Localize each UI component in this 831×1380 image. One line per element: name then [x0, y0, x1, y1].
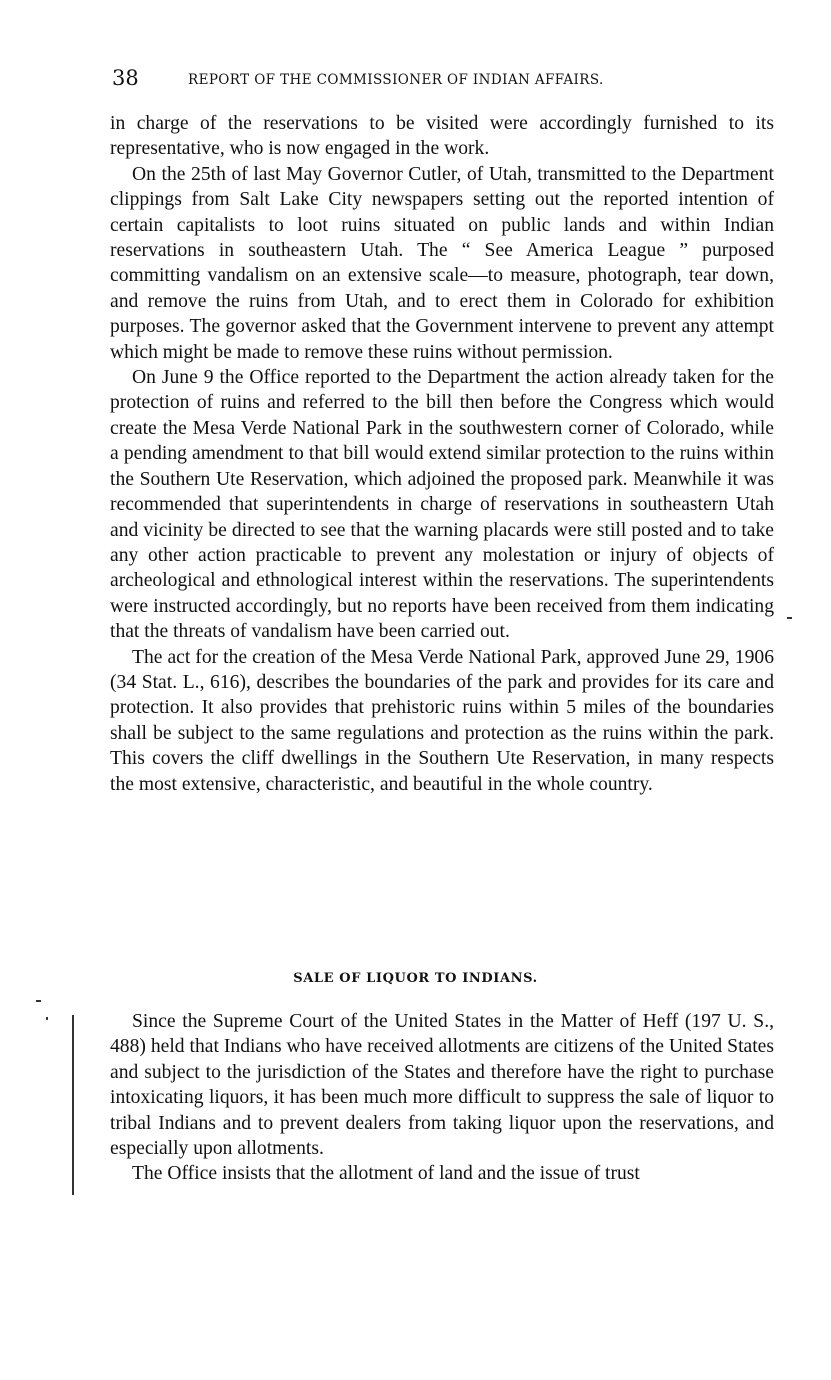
paragraph-governor-cutler: On the 25th of last May Governor Cutler, of Utah, transmitted to the Department clippings from Salt Lake City newspapers setting out the reported intention of certain capitalists to loot ruins situated on public lands and within Indian reservations in southeastern Utah. The “ See America League ” purposed committing vandalism on an extensive scale—to measure, photograph, tear down, and remove the ruins from Utah, and to erect them in Colorado for exhibition purposes. The governor asked that the Government intervene to prevent any attempt which might be made to remove these ruins without permission.	[110, 163, 774, 363]
page-number: 38	[112, 66, 139, 90]
section-heading: SALE OF LIQUOR TO INDIANS.	[293, 971, 538, 986]
body-text-lower	[110, 1009, 774, 1187]
margin-tick-mark	[36, 1000, 41, 1002]
margin-dot-mark	[46, 1017, 48, 1020]
paragraph-supreme-court: Since the Supreme Court of the United States in the Matter of Heff (197 U. S., 488) held that Indians who have received allotments are citizens of the United States and subject to the jurisdiction of the States and therefore have the right to purchase intoxicating liquors, it has been much more difficult to suppress the sale of liquor to tribal Indians and to prevent dealers from taking liquor upon the reservations, and especially upon allotments.	[110, 1011, 774, 1160]
paragraph-continuation: in charge of the reservations to be visited were accordingly furnished to its representative, who is now engaged in the work.	[110, 113, 774, 160]
body-text-upper	[110, 111, 774, 797]
running-head-title: REPORT OF THE COMMISSIONER OF INDIAN AFFAIRS.	[188, 72, 604, 88]
margin-dash-mark	[787, 617, 792, 619]
paragraph-office-insists: The Office insists that the allotment of land and the issue of trust	[132, 1163, 640, 1185]
paragraph-mesa-verde-act: The act for the creation of the Mesa Verde National Park, approved June 29, 1906 (34 Stat. L., 616), describes the boundaries of the park and provides for its care and protection. It also provides that prehistoric ruins within 5 miles of the boundaries shall be subject to the same regulations and protection as the ruins within the park. This covers the cliff dwellings in the Southern Ute Reservation, in many respects the most extensive, characteristic, and beautiful in the whole country.	[110, 646, 774, 795]
paragraph-office-report: On June 9 the Office reported to the Department the action already taken for the protection of ruins and referred to the bill then before the Congress which would create the Mesa Verde National Park in the southwestern corner of Colorado, while a pending amendment to that bill would extend similar protection to the ruins within the Southern Ute Reservation, which adjoined the proposed park. Meanwhile it was recommended that superintendents in charge of reservations in southeastern Utah and vicinity be directed to see that the warning placards were still posted and to take any other action practicable to prevent any molestation or injury of objects of archeological and ethnological interest within the reservations. The superintendents were instructed accordingly, but no reports have been received from them indicating that the threats of vandalism have been carried out.	[110, 367, 774, 643]
margin-vertical-line	[72, 1015, 74, 1195]
